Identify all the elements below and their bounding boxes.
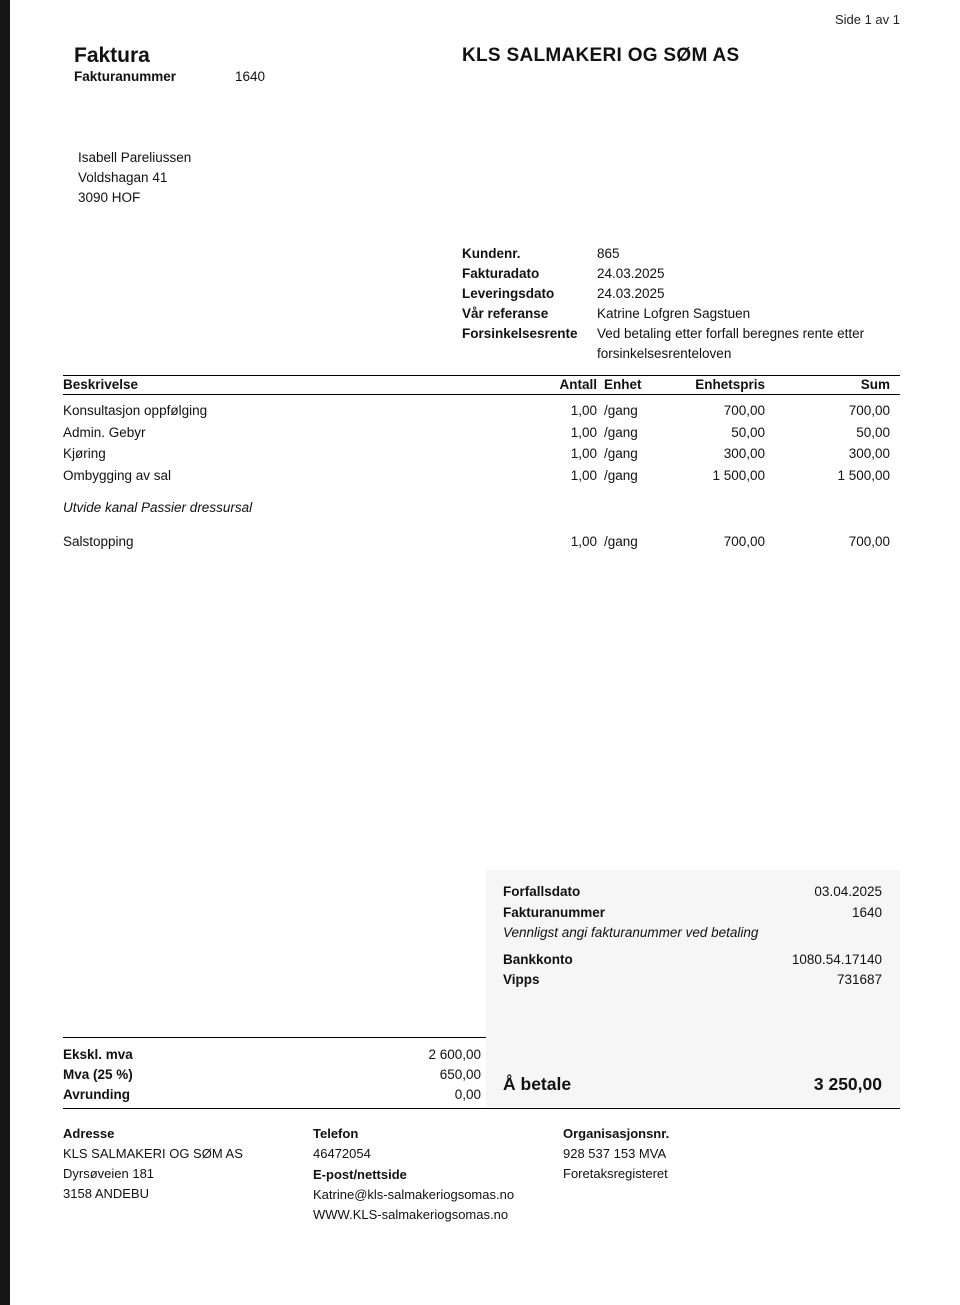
table-header-row xyxy=(63,375,900,395)
customer-address-block xyxy=(78,148,191,208)
item-quantity: 1,00 xyxy=(570,424,597,440)
info-label: Kundenr. xyxy=(462,246,521,261)
info-label: Forsinkelsesrente xyxy=(462,326,578,341)
item-sum: 300,00 xyxy=(848,446,890,461)
payment-row-invoice-number xyxy=(503,903,882,924)
footer-org-label: Organisasjonsnr. xyxy=(563,1126,670,1141)
totals-value: 2 600,00 xyxy=(428,1047,481,1062)
customer-street: Voldshagan 41 xyxy=(78,170,168,185)
payment-value: 731687 xyxy=(836,972,882,987)
footer-email-web-label: E-post/nettside xyxy=(313,1167,407,1182)
amount-due-label: Å betale xyxy=(503,1074,572,1094)
item-unit: /gang xyxy=(604,403,638,418)
footer-address-line: Dyrsøveien 181 xyxy=(63,1166,155,1181)
info-row-invoice-date xyxy=(462,264,900,284)
footer-phone-label: Telefon xyxy=(313,1126,359,1141)
payment-note: Vennligst angi fakturanummer ved betaling xyxy=(503,925,759,940)
item-quantity: 1,00 xyxy=(570,533,597,549)
totals-label: Avrunding xyxy=(63,1087,130,1102)
footer-phone-value: 46472054 xyxy=(313,1146,371,1161)
item-unit-price: 700,00 xyxy=(723,403,765,418)
footer-address-column xyxy=(63,1124,313,1225)
footer-org-number: 928 537 153 MVA xyxy=(563,1146,667,1161)
payment-label: Vipps xyxy=(503,972,540,987)
info-value: 865 xyxy=(597,246,620,261)
footer-address-label: Adresse xyxy=(63,1126,115,1141)
info-row-customer-number xyxy=(462,244,900,264)
item-quantity: 1,00 xyxy=(570,446,597,461)
header-description: Beskrivelse xyxy=(63,377,139,392)
item-description: Konsultasjon oppfølging xyxy=(63,403,208,418)
item-unit: /gang xyxy=(604,467,638,483)
invoice-number-label: Fakturanummer xyxy=(74,69,177,84)
info-row-delivery-date xyxy=(462,284,900,304)
totals-row-excl-vat xyxy=(63,1045,486,1065)
table-row xyxy=(63,531,900,553)
footer-address-line: KLS SALMAKERI OG SØM AS xyxy=(63,1146,243,1161)
totals-value: 650,00 xyxy=(439,1067,481,1082)
item-sum: 700,00 xyxy=(848,403,890,418)
line-items-table xyxy=(63,375,900,552)
item-unit-price: 300,00 xyxy=(723,446,765,461)
invoice-info-block xyxy=(462,244,900,364)
header-unit: Enhet xyxy=(604,377,642,392)
info-label: Leveringsdato xyxy=(462,286,555,301)
footer xyxy=(63,1124,900,1225)
item-note: Utvide kanal Passier dressursal xyxy=(63,500,253,515)
item-quantity: 1,00 xyxy=(570,467,597,483)
item-unit-price: 1 500,00 xyxy=(712,467,765,483)
totals-label: Ekskl. mva xyxy=(63,1047,133,1062)
customer-postal-city: 3090 HOF xyxy=(78,190,141,205)
payment-label: Forfallsdato xyxy=(503,884,581,899)
item-sum: 1 500,00 xyxy=(837,467,890,483)
payment-value: 1080.54.17140 xyxy=(791,951,882,967)
item-description: Salstopping xyxy=(63,533,134,549)
company-name: KLS SALMAKERI OG SØM AS xyxy=(462,45,740,66)
footer-org-column xyxy=(563,1124,900,1225)
item-unit: /gang xyxy=(604,446,638,461)
invoice-title: Faktura xyxy=(74,44,150,67)
table-row xyxy=(63,400,900,422)
payment-row-due-date xyxy=(503,882,882,903)
table-row xyxy=(63,422,900,444)
header-unit-price: Enhetspris xyxy=(695,377,765,392)
payment-label: Bankkonto xyxy=(503,951,573,967)
table-row xyxy=(63,443,900,465)
invoice-number-row xyxy=(74,69,265,84)
table-row xyxy=(63,465,900,487)
item-description: Kjøring xyxy=(63,446,106,461)
info-value: 24.03.2025 xyxy=(597,286,665,301)
item-unit-price: 50,00 xyxy=(731,424,765,440)
header-quantity: Antall xyxy=(559,377,597,392)
footer-website-value: WWW.KLS-salmakeriogsomas.no xyxy=(313,1207,509,1222)
totals-label: Mva (25 %) xyxy=(63,1067,133,1082)
amount-due-row xyxy=(503,1074,882,1097)
customer-name: Isabell Pareliussen xyxy=(78,150,192,165)
spacer xyxy=(503,991,882,1075)
totals-row-rounding xyxy=(63,1085,486,1105)
item-description: Admin. Gebyr xyxy=(63,424,146,440)
totals-row-vat xyxy=(63,1065,486,1085)
header-sum: Sum xyxy=(860,377,890,392)
info-value: Ved betaling etter forfall beregnes rente etter forsinkelsesrenteloven xyxy=(597,326,865,361)
footer-divider xyxy=(63,1108,900,1109)
item-unit: /gang xyxy=(604,533,638,549)
info-label: Vår referanse xyxy=(462,306,549,321)
page-left-edge xyxy=(0,0,10,1305)
item-sum: 700,00 xyxy=(848,533,890,549)
info-label: Fakturadato xyxy=(462,266,540,281)
item-sum: 50,00 xyxy=(856,424,890,440)
payment-label: Fakturanummer xyxy=(503,904,606,920)
totals-value: 0,00 xyxy=(454,1087,481,1102)
footer-address-line: 3158 ANDEBU xyxy=(63,1186,149,1201)
page-indicator: Side 1 av 1 xyxy=(834,12,900,27)
invoice-number-value: 1640 xyxy=(235,69,266,84)
payment-row-vipps xyxy=(503,970,882,991)
item-unit-price: 700,00 xyxy=(723,533,765,549)
payment-value: 1640 xyxy=(851,904,882,920)
footer-org-register: Foretaksregisteret xyxy=(563,1166,668,1181)
item-unit: /gang xyxy=(604,424,638,440)
footer-contact-column xyxy=(313,1124,563,1225)
info-row-our-reference xyxy=(462,304,900,324)
info-row-late-interest xyxy=(462,324,900,364)
footer-email-value: Katrine@kls-salmakeriogsomas.no xyxy=(313,1187,515,1202)
info-value: Katrine Lofgren Sagstuen xyxy=(597,306,751,321)
payment-details-box xyxy=(486,870,900,1107)
payment-row-bank-account xyxy=(503,950,882,971)
item-quantity: 1,00 xyxy=(570,403,597,418)
info-value: 24.03.2025 xyxy=(597,266,665,281)
amount-due-value: 3 250,00 xyxy=(813,1074,882,1094)
payment-value: 03.04.2025 xyxy=(814,884,882,899)
item-description: Ombygging av sal xyxy=(63,467,172,483)
totals-block xyxy=(63,1037,486,1105)
